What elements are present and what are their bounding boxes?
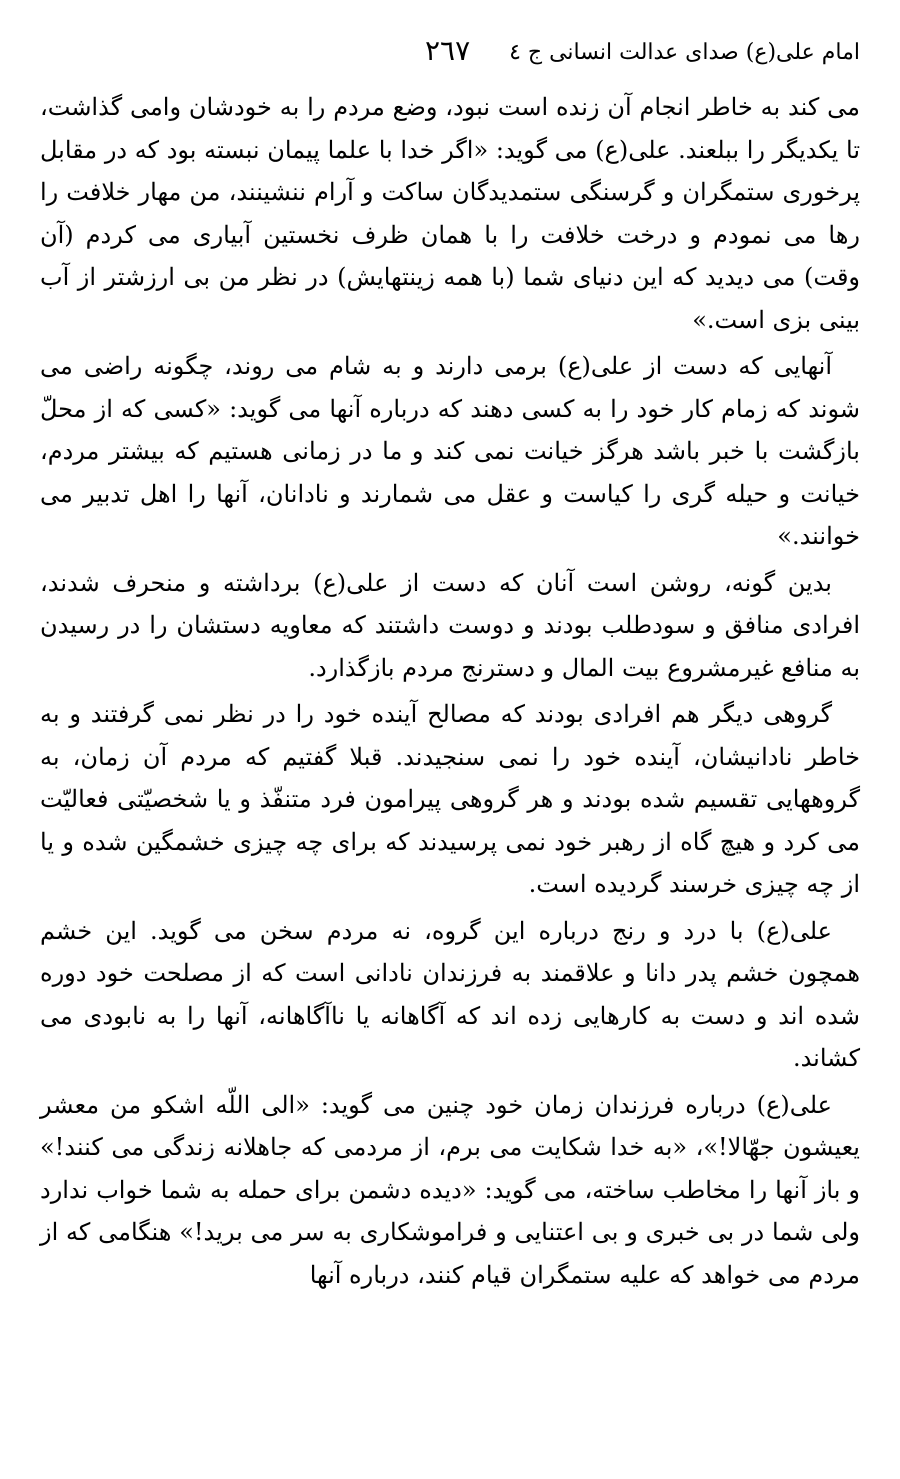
- running-title: امام علی(ع) صدای عدالت انسانی ج ٤: [509, 40, 860, 65]
- book-page: [40, 0, 860, 1479]
- page-number: ٢٦٧: [425, 34, 471, 67]
- paragraph: بدین گونه، روشن است آنان که دست از علی(ع) برداشته و منحرف شدند، افرادی منافق و سودطلب بودند و دوست داشتند که معاویه دستشان را در رسیدن به منافع غیرمشروع بیت المال و دسترنج مردم بازگذارد.: [40, 568, 861, 682]
- paragraph: آنهایی که دست از علی(ع) برمی دارند و به شام می روند، چگونه راضی می شوند که زمام کار خود را به کسی دهند که درباره آنها می گوید: «کسی که از محلّ بازگشت با خبر باشد هرگز خیانت نمی کند و ما در زمانی هستیم که بیشتر مردم، خیانت و حیله گری را کیاست و عقل می شمارند و نادانان، آنها را اهل تدبیر می خوانند.»: [40, 352, 860, 550]
- page-header: [40, 34, 860, 74]
- body-text: [40, 86, 860, 1300]
- paragraph-continuation: می کند به خاطر انجام آن زنده است نبود، وضع مردم را به خودشان وامی گذاشت، تا یکدیگر را ببلعند. علی(ع) می گوید: «اگر خدا با علما پیمان نبسته بود که در مقابل پرخوری ستمگران و گرسنگی ستمدیدگان ساکت و آرام ننشینند، من مهار خلافت را رها می نمودم و درخت خلافت را با همان ظرف نخستین آبیاری می کردم (آن وقت) می دیدید که این دنیای شما (با همه زینتهایش) در نظر من بی ارزشتر از آب بینی بزی است.»: [40, 93, 860, 334]
- paragraph: علی(ع) با درد و رنج درباره این گروه، نه مردم سخن می گوید. این خشم همچون خشم پدر دانا و علاقمند به فرزندان نادانی است که از مصلحت خود دوره شده اند و دست به کارهایی زده اند که آگاهانه یا ناآگاهانه، آنها را به نابودی می کشاند.: [40, 916, 860, 1072]
- paragraph: علی(ع) درباره فرزندان زمان خود چنین می گوید: «الی اللّه اشکو من معشر یعیشون جهّالا!»، «به خدا شکایت می برم، از مردمی که جاهلانه زندگی می کنند!» و باز آنها را مخاطب ساخته، می گوید: «دیده دشمن برای حمله به شما خواب ندارد ولی شما در بی خبری و بی اعتنایی و فراموشکاری به سر می برید!» هنگامی که از مردم می خواهد که علیه ستمگران قیام کنند، درباره آنها: [40, 1090, 860, 1289]
- paragraph: گروهی دیگر هم افرادی بودند که مصالح آینده خود را در نظر نمی گرفتند و به خاطر نادانیشان، آینده خود را نمی سنجیدند. قبلا گفتیم که مردم آن زمان، به گروههایی تقسیم شده بودند و هر گروهی پیرامون فرد متنفّذ و یا شخصیّتی فعالیّت می کرد و هیچ گاه از رهبر خود نمی پرسیدند که برای چه چیزی خشمگین شده و یا از چه چیزی خرسند گردیده است.: [40, 700, 861, 898]
